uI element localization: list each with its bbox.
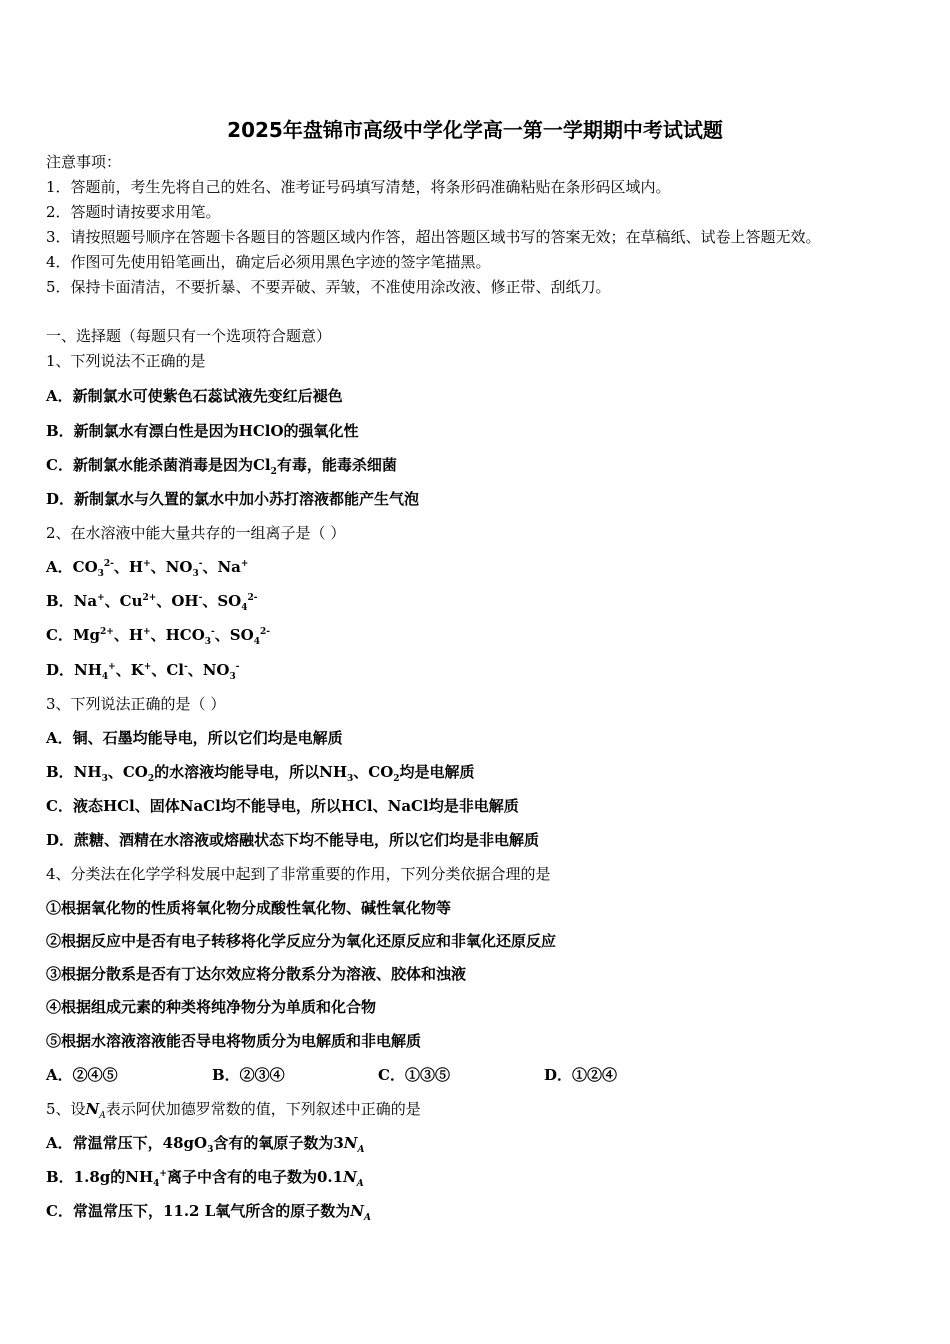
- subscript: 4: [241, 603, 248, 613]
- q4-statement: ③根据分散系是否有丁达尔效应将分散系分为溶液、胶体和浊液: [46, 965, 467, 983]
- q4-option-c: C．①③⑤: [378, 1066, 450, 1084]
- subscript: A: [356, 1179, 364, 1189]
- q2-option-b: [46, 591, 258, 611]
- subscript: 4: [153, 1179, 160, 1189]
- superscript: 2+: [142, 593, 157, 603]
- subscript: 3: [207, 1145, 214, 1155]
- text-run: B．1.8g的NH: [46, 1168, 154, 1186]
- page-title: 2025年盘锦市高级中学化学高一第一学期期中考试试题: [227, 118, 723, 142]
- q5-option-b: [46, 1167, 364, 1187]
- section-heading: 一、选择题（每题只有一个选项符合题意）: [46, 327, 332, 345]
- superscript: -: [198, 593, 203, 603]
- subscript: A: [99, 1111, 106, 1121]
- text-run: 、OH: [156, 592, 199, 610]
- q4-statement: ①根据氧化物的性质将氧化物分成酸性氧化物、碱性氧化物等: [46, 899, 452, 917]
- q1-option-c: [46, 455, 397, 475]
- subscript: 4: [253, 637, 260, 647]
- q5-option-a: [46, 1133, 365, 1153]
- q1-option-a: A．新制氯水可使紫色石蕊试液先变红后褪色: [46, 387, 343, 405]
- text-run: 离子中含有的电子数为0.1: [166, 1168, 344, 1186]
- text-run: 、Cl: [151, 661, 184, 679]
- q5-option-c: [46, 1201, 371, 1221]
- superscript: +: [97, 593, 105, 603]
- superscript: 2+: [100, 627, 114, 637]
- text-run: 、Na: [202, 558, 241, 576]
- q4-options: [46, 1065, 710, 1085]
- na-symbol: N: [343, 1168, 357, 1186]
- na-symbol: N: [85, 1100, 100, 1118]
- q3-option-a: A．铜、石墨均能导电，所以它们均是电解质: [46, 729, 343, 747]
- superscript: -: [211, 627, 215, 637]
- q4-option-a: A．②④⑤: [46, 1066, 118, 1084]
- text-run: 、SO: [214, 626, 254, 644]
- subscript: A: [357, 1145, 365, 1155]
- na-symbol: N: [343, 1134, 358, 1152]
- text-run: 5、设: [46, 1100, 86, 1118]
- text-run: 表示阿伏加德罗常数的值，下列叙述中正确的是: [105, 1100, 421, 1118]
- q4-option-b: B．②③④: [212, 1066, 285, 1084]
- superscript: 2-: [247, 593, 258, 603]
- superscript: -: [235, 662, 240, 672]
- q1-option-b: B．新制氯水有漂白性是因为HClO的强氧化性: [46, 422, 359, 440]
- question-2-stem: 2、在水溶液中能大量共存的一组离子是（ ）: [46, 524, 346, 542]
- notice-heading: 注意事项：: [46, 153, 122, 171]
- superscript: +: [159, 1169, 167, 1179]
- q4-statement: ④根据组成元素的种类将纯净物分为单质和化合物: [46, 998, 377, 1016]
- q4-option-d: D．①②④: [544, 1066, 618, 1084]
- text-run: 、SO: [202, 592, 242, 610]
- notice-item: 2．答题时请按要求用笔。: [46, 203, 221, 221]
- question-1-stem: 1、下列说法不正确的是: [46, 352, 206, 370]
- notice-item: 5．保持卡面清洁，不要折暴、不要弄破、弄皱，不准使用涂改液、修正带、刮纸刀。: [46, 278, 611, 296]
- text-run: 含有的氧原子数为3: [213, 1134, 344, 1152]
- subscript: 3: [192, 569, 199, 579]
- text-run: 、NO: [150, 558, 193, 576]
- text-run: A．常温常压下，48gO: [46, 1134, 208, 1152]
- subscript: 2: [393, 774, 400, 784]
- q4-statement: ⑤根据水溶液溶液能否导电将物质分为电解质和非电解质: [46, 1032, 422, 1050]
- text-run: 的水溶液均能导电，所以NH: [154, 763, 347, 781]
- subscript: A: [363, 1213, 371, 1223]
- text-run: 、HCO: [150, 626, 205, 644]
- superscript: 2-: [259, 627, 270, 637]
- text-run: A．CO: [46, 558, 98, 576]
- superscript: +: [108, 662, 116, 672]
- q1-option-d: D．新制氯水与久置的氯水中加小苏打溶液都能产生气泡: [46, 490, 420, 508]
- notice-item: 1．答题前，考生先将自己的姓名、准考证号码填写清楚，将条形码准确粘贴在条形码区域内。: [46, 178, 671, 196]
- text-run: B．Na: [46, 592, 98, 610]
- subscript: 3: [101, 774, 108, 784]
- question-3-stem: 3、下列说法正确的是（ ）: [46, 695, 226, 713]
- subscript: 2: [147, 774, 155, 784]
- text-run: C．新制氯水能杀菌消毒是因为Cl: [46, 456, 271, 474]
- text-run: 、H: [113, 626, 144, 644]
- text-run: 、NO: [187, 661, 230, 679]
- text-run: C．Mg: [46, 626, 101, 644]
- text-run: 有毒，能毒杀细菌: [276, 456, 397, 474]
- notice-item: 3．请按照题号顺序在答题卡各题目的答题区域内作答，超出答题区域书写的答案无效；在草稿纸、试卷上答题无效。: [46, 228, 821, 246]
- subscript: 2: [270, 467, 277, 477]
- q3-option-b: [46, 762, 475, 782]
- superscript: -: [183, 662, 188, 672]
- text-run: C．常温常压下，11.2 L氧气所含的原子数为: [46, 1202, 351, 1220]
- subscript: 3: [229, 672, 236, 682]
- superscript: +: [143, 627, 151, 637]
- q2-option-c: [46, 625, 270, 645]
- subscript: 3: [97, 569, 104, 579]
- text-run: D．NH: [46, 661, 102, 679]
- superscript: +: [143, 559, 151, 569]
- superscript: +: [240, 559, 249, 569]
- q4-statement: ②根据反应中是否有电子转移将化学反应分为氧化还原反应和非氧化还原反应: [46, 932, 557, 950]
- question-4-stem: 4、分类法在化学学科发展中起到了非常重要的作用，下列分类依据合理的是: [46, 865, 551, 883]
- text-run: 、CO: [353, 763, 394, 781]
- text-run: 、Cu: [104, 592, 143, 610]
- text-run: 均是电解质: [399, 763, 475, 781]
- q3-option-d: D．蔗糖、酒精在水溶液或熔融状态下均不能导电，所以它们均是非电解质: [46, 831, 540, 849]
- na-symbol: N: [350, 1202, 364, 1220]
- question-5-stem: [46, 1099, 421, 1119]
- text-run: 、K: [115, 661, 144, 679]
- q2-option-a: [46, 557, 248, 577]
- text-run: 、H: [113, 558, 144, 576]
- text-run: B．NH: [46, 763, 102, 781]
- subscript: 3: [347, 774, 354, 784]
- notice-item: 4．作图可先使用铅笔画出，确定后必须用黑色字迹的签字笔描黑。: [46, 253, 491, 271]
- text-run: 、CO: [107, 763, 148, 781]
- subscript: 4: [101, 672, 109, 682]
- superscript: +: [143, 662, 152, 672]
- superscript: -: [198, 559, 203, 569]
- q3-option-c: C．液态HCl、固体NaCl均不能导电，所以HCl、NaCl均是非电解质: [46, 797, 519, 815]
- subscript: 3: [204, 637, 212, 647]
- superscript: 2-: [103, 559, 114, 569]
- q2-option-d: [46, 660, 240, 680]
